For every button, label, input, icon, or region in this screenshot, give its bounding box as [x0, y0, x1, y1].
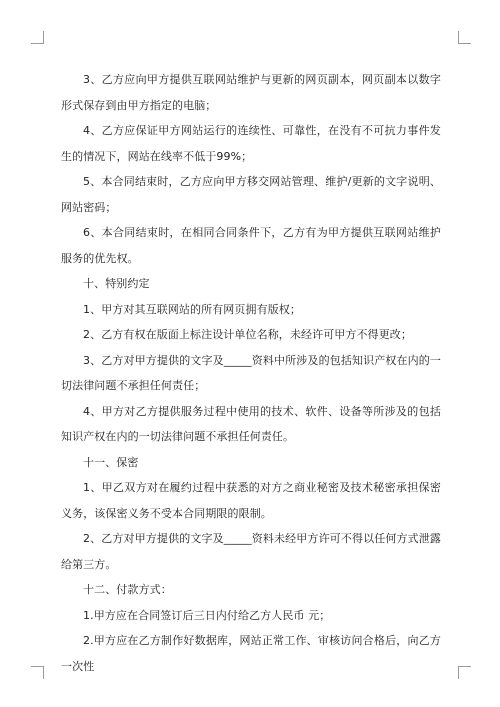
section-heading-payment: 十二、付款方式：: [83, 583, 172, 596]
paragraph-clause-3: 3、乙方应向甲方提供互联网站维护与更新的网页副本，网页副本以数字形式保存到由甲方指定的电脑；: [61, 73, 441, 112]
document-body: [61, 67, 441, 679]
crop-mark-top-right: [458, 31, 471, 44]
paragraph-special-4: 4、甲方对乙方提供服务过程中使用的技术、软件、设备等所涉及的包括知识产权在内的一切法律问题不承担任何责任。: [61, 404, 441, 443]
paragraph-clause-6: 6、本合同结束时，在相同合同条件下，乙方有为甲方提供互联网站维护服务的优先权。: [61, 226, 441, 265]
paragraph-clause-4: 4、乙方应保证甲方网站运行的连续性、可靠性，在没有不可抗力事件发生的情况下，网站在线率不低于99%；: [61, 124, 441, 163]
paragraph-clause-5: 5、本合同结束时，乙方应向甲方移交网站管理、维护/更新的文字说明、网站密码；: [61, 175, 441, 214]
crop-mark-top-left: [31, 31, 44, 44]
crop-mark-bottom-left: [31, 666, 44, 679]
paragraph-special-1: 1、甲方对其互联网站的所有网页拥有版权；: [83, 302, 301, 316]
paragraph-confidentiality-2: 2、乙方对甲方提供的文字及_____资料未经甲方许可不得以任何方式泄露给第三方。: [61, 532, 441, 571]
paragraph-special-2: 2、乙方有权在版面上标注设计单位名称，未经许可甲方不得更改；: [83, 328, 412, 341]
crop-mark-bottom-right: [458, 666, 471, 679]
paragraph-special-3: 3、乙方对甲方提供的文字及_____资料中所涉及的包括知识产权在内的一切法律问题不承担任何责任；: [61, 353, 441, 392]
section-heading-special-terms: 十、特别约定: [83, 277, 150, 290]
paragraph-payment-1: 1.甲方应在合同签订后三日内付给乙方人民币 元；: [83, 608, 331, 622]
paragraph-payment-2: 2.甲方应在乙方制作好数据库，网站正常工作、审核访问合格后，向乙方一次性: [61, 634, 441, 673]
paragraph-confidentiality-1: 1、甲乙双方对在履约过程中获悉的对方之商业秘密及技术秘密承担保密义务，该保密义务不受本合同期限的限制。: [61, 481, 441, 520]
section-heading-confidentiality: 十一、保密: [83, 455, 139, 469]
